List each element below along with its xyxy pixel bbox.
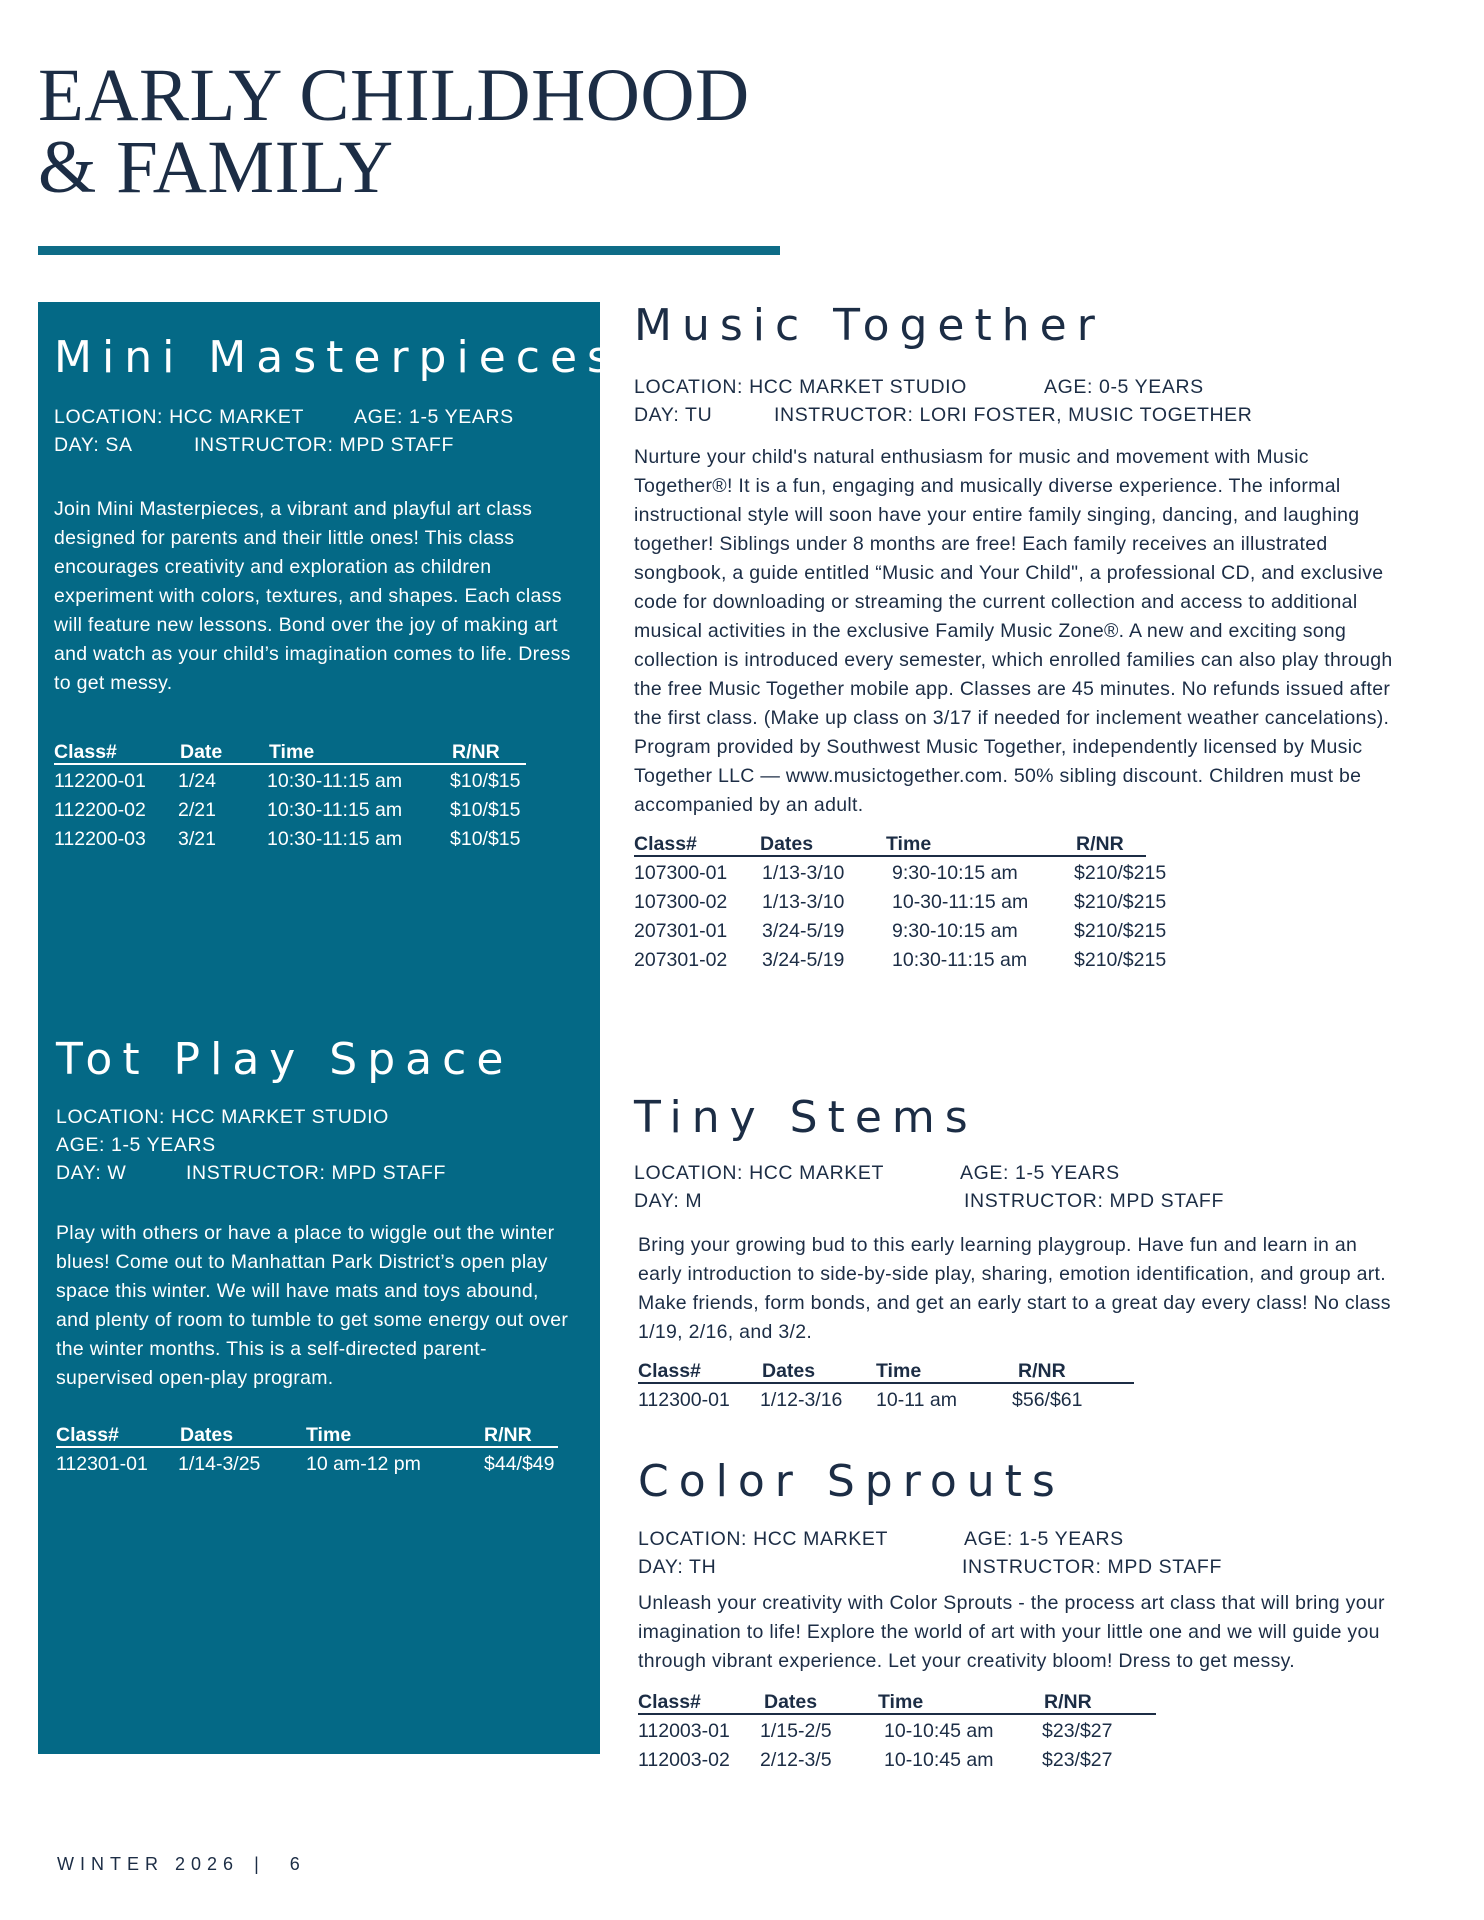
- schedule-table: [638, 1357, 1404, 1415]
- col-dates: Dates: [764, 1691, 818, 1713]
- day: DAY: M: [634, 1190, 703, 1212]
- cell: $210/$215: [1074, 862, 1167, 884]
- cell: 10:30-11:15 am: [267, 770, 403, 792]
- col-time: Time: [878, 1691, 924, 1713]
- col-time: Time: [269, 741, 315, 763]
- col-class: Class#: [638, 1360, 701, 1382]
- location: LOCATION: HCC MARKET STUDIO: [56, 1106, 389, 1128]
- age: AGE: 1-5 YEARS: [960, 1162, 1120, 1184]
- section-heading: Tiny Stems: [634, 1092, 978, 1143]
- table-row: [634, 917, 1404, 946]
- table-row: [634, 946, 1404, 975]
- cell: 10 am-12 pm: [306, 1453, 421, 1475]
- col-class: Class#: [56, 1424, 119, 1446]
- day: DAY: W: [56, 1162, 127, 1184]
- instructor: INSTRUCTOR: MPD STAFF: [964, 1190, 1224, 1212]
- page-footer: [57, 1854, 306, 1875]
- section-meta: [56, 1103, 586, 1187]
- cell: 2/12-3/5: [760, 1749, 832, 1771]
- location: LOCATION: HCC MARKET: [638, 1528, 888, 1550]
- cell: 3/24-5/19: [762, 949, 845, 971]
- cell: 1/24: [178, 770, 216, 792]
- cell: 9:30-10:15 am: [892, 920, 1018, 942]
- cell: $10/$15: [450, 770, 521, 792]
- section-heading: Tot Play Space: [56, 1034, 514, 1085]
- day: DAY: TH: [638, 1556, 717, 1578]
- section-heading: Mini Masterpieces: [54, 332, 620, 383]
- age: AGE: 1-5 YEARS: [964, 1528, 1124, 1550]
- col-time: Time: [306, 1424, 352, 1446]
- instructor: INSTRUCTOR: MPD STAFF: [194, 434, 454, 456]
- cell: 1/15-2/5: [760, 1720, 832, 1742]
- section-description: Unleash your creativity with Color Sprouts - the process art class that will bring your imagination to life! Explore the world of art with your little one and we will guide you through vibrant experience. Let your creativity bloom! Dress to get messy.: [638, 1592, 1385, 1672]
- table-header: [638, 1688, 1408, 1717]
- cell: 112003-01: [638, 1720, 730, 1742]
- table-row: [634, 888, 1404, 917]
- tot-play-space-section: [56, 1034, 586, 1479]
- cell: $210/$215: [1074, 891, 1167, 913]
- day: DAY: TU: [634, 404, 713, 426]
- table-row: [638, 1386, 1404, 1415]
- section-heading: Music Together: [634, 300, 1105, 351]
- cell: 9:30-10:15 am: [892, 862, 1018, 884]
- cell: $210/$215: [1074, 949, 1167, 971]
- age: AGE: 1-5 YEARS: [354, 406, 514, 428]
- col-class: Class#: [54, 741, 117, 763]
- col-rnr: R/NR: [1018, 1360, 1066, 1382]
- col-dates: Dates: [760, 833, 814, 855]
- cell: 1/12-3/16: [760, 1389, 843, 1411]
- instructor: INSTRUCTOR: MPD STAFF: [186, 1162, 446, 1184]
- cell: 112200-02: [54, 799, 146, 821]
- location: LOCATION: HCC MARKET STUDIO: [634, 376, 967, 398]
- cell: $10/$15: [450, 828, 521, 850]
- section-description: Play with others or have a place to wiggle out the winter blues! Come out to Manhattan Park District’s open play space this winter. We will have mats and toys abound, and plenty of room to tumble to get some energy out over the winter months. This is a self-directed parent-supervised open-play program.: [56, 1222, 569, 1389]
- table-row: [54, 796, 584, 825]
- cell: 10:30-11:15 am: [267, 828, 403, 850]
- section-heading: Color Sprouts: [638, 1456, 1065, 1507]
- schedule-table: [54, 738, 584, 854]
- schedule-table: [638, 1688, 1408, 1775]
- cell: $210/$215: [1074, 920, 1167, 942]
- footer-page-number: 6: [289, 1854, 306, 1874]
- color-sprouts-section: [638, 1456, 1408, 1775]
- table-header: [56, 1421, 586, 1450]
- col-rnr: R/NR: [1044, 1691, 1092, 1713]
- cell: 3/24-5/19: [762, 920, 845, 942]
- section-description: Nurture your child's natural enthusiasm for music and movement with Music Together®! It is a fun, engaging and musically diverse experience. The informal instructional style will soon have your entire family singing, dancing, and laughing together! Siblings under 8 months are free! Each family receives an illustrated songbook, a guide entitled “Music and Your Child", a professional CD, and exclusive code for downloading or streaming the current collection and access to additional musical activities in the exclusive Family Music Zone®. A new and exciting song collection is introduced every semester, which enrolled families can also play through the free Music Together mobile app. Classes are 45 minutes. No refunds issued after the first class. (Make up class on 3/17 if needed for inclement weather cancelations). Program provided by Southwest Music Together, independently licensed by Music Together LLC — www.musictogether.com. 50% sibling discount. Children must be accompanied by an adult.: [634, 446, 1393, 816]
- instructor: INSTRUCTOR: LORI FOSTER, MUSIC TOGETHER: [774, 404, 1253, 426]
- section-meta: [634, 373, 1404, 429]
- title-line-2: & FAMILY: [38, 126, 394, 209]
- mini-masterpieces-section: [54, 332, 620, 854]
- cell: 112200-01: [54, 770, 146, 792]
- table-header: [634, 830, 1404, 859]
- schedule-table: [56, 1421, 586, 1479]
- day: DAY: SA: [54, 434, 133, 456]
- col-date: Date: [180, 741, 223, 763]
- col-time: Time: [886, 833, 932, 855]
- cell: 107300-02: [634, 891, 728, 913]
- table-header: [54, 738, 584, 767]
- cell: 1/13-3/10: [762, 862, 845, 884]
- table-row: [54, 767, 584, 796]
- col-rnr: R/NR: [1076, 833, 1124, 855]
- cell: $23/$27: [1042, 1720, 1113, 1742]
- cell: 1/14-3/25: [178, 1453, 261, 1475]
- cell: 112301-01: [56, 1453, 148, 1475]
- section-meta: [54, 403, 584, 459]
- section-meta: [638, 1525, 1408, 1581]
- cell: 10-30-11:15 am: [892, 891, 1029, 913]
- left-panel: [38, 302, 620, 1754]
- title-line-1: EARLY CHILDHOOD: [38, 54, 750, 137]
- cell: 10-11 am: [876, 1389, 957, 1411]
- table-row: [54, 825, 584, 854]
- cell: 10-10:45 am: [884, 1749, 994, 1771]
- table-row: [634, 859, 1404, 888]
- cell: 112200-03: [54, 828, 146, 850]
- cell: 1/13-3/10: [762, 891, 845, 913]
- col-class: Class#: [638, 1691, 701, 1713]
- cell: $23/$27: [1042, 1749, 1113, 1771]
- tiny-stems-section: [634, 1092, 1404, 1415]
- cell: $10/$15: [450, 799, 521, 821]
- table-row: [638, 1746, 1408, 1775]
- cell: 112300-01: [638, 1389, 730, 1411]
- section-description: Bring your growing bud to this early learning playgroup. Have fun and learn in an early introduction to side-by-side play, sharing, emotion identification, and group art. Make friends, form bonds, and get an early start to a great day every class! No class 1/19, 2/16, and 3/2.: [638, 1234, 1391, 1343]
- cell: 10:30-11:15 am: [892, 949, 1028, 971]
- section-description: Join Mini Masterpieces, a vibrant and playful art class designed for parents and their little ones! This class encourages creativity and exploration as children experiment with colors, textures, and shapes. Each class will feature new lessons. Bond over the joy of making art and watch as your child’s imagination comes to life. Dress to get messy.: [54, 498, 571, 694]
- location: LOCATION: HCC MARKET: [54, 406, 304, 428]
- cell: 10-10:45 am: [884, 1720, 994, 1742]
- cell: 107300-01: [634, 862, 728, 884]
- col-class: Class#: [634, 833, 697, 855]
- cell: $56/$61: [1012, 1389, 1083, 1411]
- col-time: Time: [876, 1360, 922, 1382]
- col-rnr: R/NR: [452, 741, 500, 763]
- age: AGE: 0-5 YEARS: [1044, 376, 1204, 398]
- cell: 112003-02: [638, 1749, 730, 1771]
- cell: 207301-02: [634, 949, 728, 971]
- col-rnr: R/NR: [484, 1424, 532, 1446]
- instructor: INSTRUCTOR: MPD STAFF: [962, 1556, 1222, 1578]
- table-header: [638, 1357, 1404, 1386]
- music-together-section: [634, 300, 1404, 975]
- cell: 3/21: [178, 828, 216, 850]
- table-row: [56, 1450, 586, 1479]
- cell: $44/$49: [484, 1453, 555, 1475]
- table-row: [638, 1717, 1408, 1746]
- page-title: [38, 54, 750, 209]
- col-dates: Dates: [762, 1360, 816, 1382]
- location: LOCATION: HCC MARKET: [634, 1162, 884, 1184]
- title-divider: [38, 246, 780, 255]
- footer-season: WINTER 2026: [57, 1854, 240, 1874]
- age: AGE: 1-5 YEARS: [56, 1134, 216, 1156]
- cell: 207301-01: [634, 920, 728, 942]
- cell: 10:30-11:15 am: [267, 799, 403, 821]
- footer-separator: |: [254, 1854, 265, 1874]
- schedule-table: [634, 830, 1404, 975]
- col-dates: Dates: [180, 1424, 234, 1446]
- section-meta: [634, 1159, 1404, 1215]
- cell: 2/21: [178, 799, 216, 821]
